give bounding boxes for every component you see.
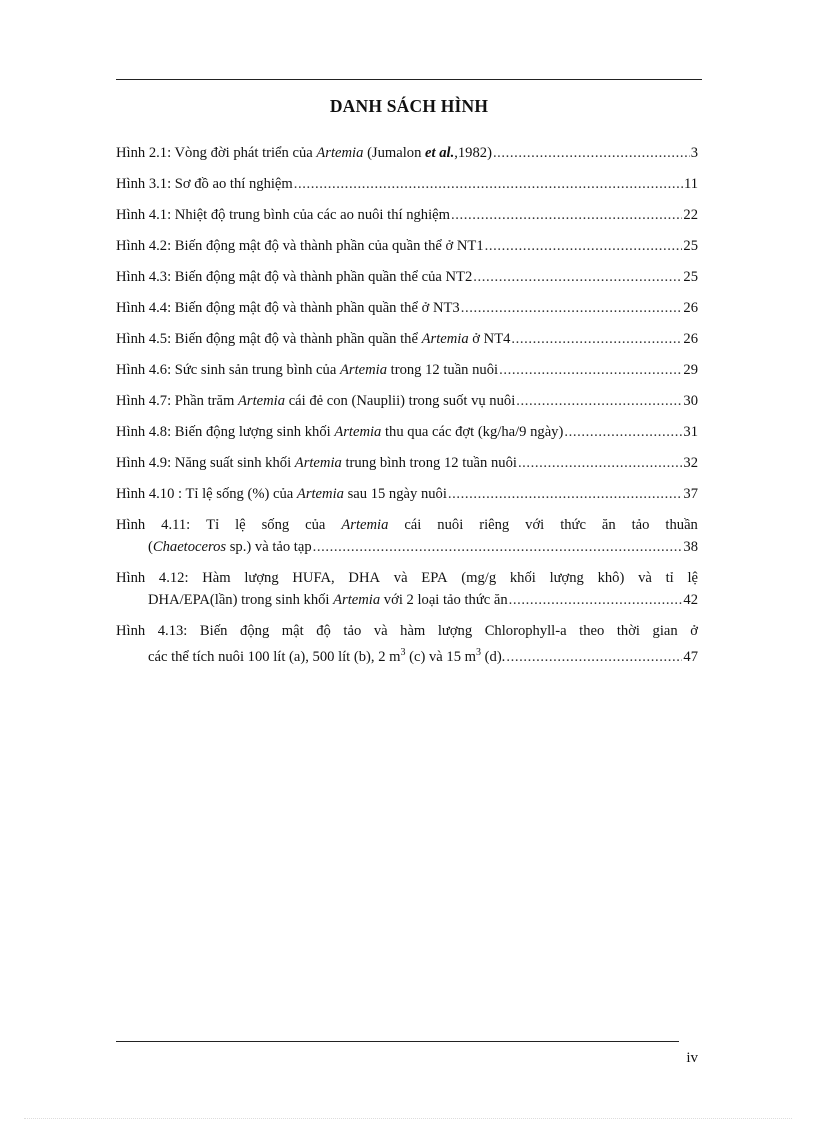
leader-dots (506, 646, 682, 668)
leader-dots (473, 266, 682, 288)
page-edge (24, 1118, 792, 1119)
entry-first-line: Hình 4.13: Biến động mật độ tảo và hàm lượng Chlorophyll-a theo thời gian ở (116, 623, 698, 639)
entry-text: Hình 4.1: Nhiệt độ trung bình của các ao nuôi thí nghiệm (116, 207, 450, 223)
leader-dots (313, 536, 683, 558)
page-ref: 38 (683, 539, 698, 555)
list-entry[interactable] (116, 483, 698, 505)
page-ref: 30 (683, 393, 698, 409)
leader-dots (461, 297, 683, 319)
page-ref: 31 (683, 424, 698, 440)
entry-text: Hình 4.4: Biến động mật độ và thành phần quần thể ở NT3 (116, 300, 460, 316)
page-ref: 11 (683, 176, 698, 192)
page-ref: 22 (683, 207, 698, 223)
page-ref: 37 (683, 486, 698, 502)
list-entry[interactable] (116, 390, 698, 412)
entry-text: Hình 4.7: Phần trăm Artemia cái đẻ con (Nauplii) trong suốt vụ nuôi (116, 393, 516, 409)
entry-text: (Chaetoceros sp.) và tảo tạp (148, 539, 312, 555)
leader-dots (451, 204, 682, 226)
list-entry[interactable] (116, 297, 698, 319)
page-ref: 29 (683, 362, 698, 378)
page-ref: 25 (683, 269, 698, 285)
entry-text: Hình 3.1: Sơ đồ ao thí nghiệm (116, 176, 293, 192)
entry-text: Hình 4.2: Biến động mật độ và thành phần của quần thể ở NT1 (116, 238, 484, 254)
footer-rule (116, 1041, 679, 1042)
entry-text: Hình 4.8: Biến động lượng sinh khối Artemia thu qua các đợt (kg/ha/9 ngày) (116, 424, 564, 440)
list-entry[interactable] (116, 204, 698, 226)
entry-text: Hình 4.3: Biến động mật độ và thành phần quần thể của NT2 (116, 269, 473, 285)
list-entry[interactable] (116, 235, 698, 257)
leader-dots (294, 173, 683, 195)
leader-dots (564, 421, 682, 443)
entry-text: Hình 4.9: Năng suất sinh khối Artemia trung bình trong 12 tuần nuôi (116, 455, 517, 471)
header-rule (116, 79, 702, 80)
leader-dots (511, 328, 682, 350)
entry-text: Hình 4.5: Biến động mật độ và thành phần quần thể Artemia ở NT4 (116, 331, 511, 347)
entry-text: Hình 4.6: Sức sinh sản trung bình của Artemia trong 12 tuần nuôi (116, 362, 499, 378)
list-entry[interactable] (116, 421, 698, 443)
page-ref: 26 (683, 331, 698, 347)
list-entry[interactable] (116, 142, 698, 164)
leader-dots (518, 452, 682, 474)
list-entry[interactable] (116, 620, 698, 664)
list-entry[interactable] (116, 514, 698, 558)
leader-dots (516, 390, 682, 412)
leader-dots (509, 589, 683, 611)
page-ref: 25 (683, 238, 698, 254)
leader-dots (485, 235, 683, 257)
leader-dots (499, 359, 682, 381)
list-entry[interactable] (116, 173, 698, 195)
leader-dots (493, 142, 690, 164)
page-ref: 26 (683, 300, 698, 316)
entry-first-line: Hình 4.11: Tỉ lệ sống của Artemia cái nuôi riêng với thức ăn tảo thuần (116, 517, 698, 533)
list-entry[interactable] (116, 266, 698, 288)
page-ref: 42 (683, 592, 698, 608)
list-entry[interactable] (116, 452, 698, 474)
entry-text: Hình 2.1: Vòng đời phát triển của Artemia (Jumalon et al.,1982) (116, 145, 492, 161)
entry-text: các thể tích nuôi 100 lít (a), 500 lít (b), 2 $m^3$ (c) và 15 $m^3$ (d). (148, 647, 506, 665)
page-title: DANH SÁCH HÌNH (329, 96, 489, 116)
list-entry[interactable] (116, 328, 698, 350)
page-number: iv (686, 1050, 698, 1066)
list-entry[interactable] (116, 359, 698, 381)
leader-dots (448, 483, 683, 505)
page-ref: 3 (690, 145, 698, 161)
page-ref: 32 (683, 455, 698, 471)
entry-text: DHA/EPA(lần) trong sinh khối Artemia với 2 loại tảo thức ăn (148, 592, 508, 608)
entry-first-line: Hình 4.12: Hàm lượng HUFA, DHA và EPA (mg/g khối lượng khô) và tỉ lệ (116, 570, 698, 586)
list-entry[interactable] (116, 567, 698, 611)
entry-text: Hình 4.10 : Tỉ lệ sống (%) của Artemia sau 15 ngày nuôi (116, 486, 447, 502)
page-ref: 47 (683, 648, 698, 665)
